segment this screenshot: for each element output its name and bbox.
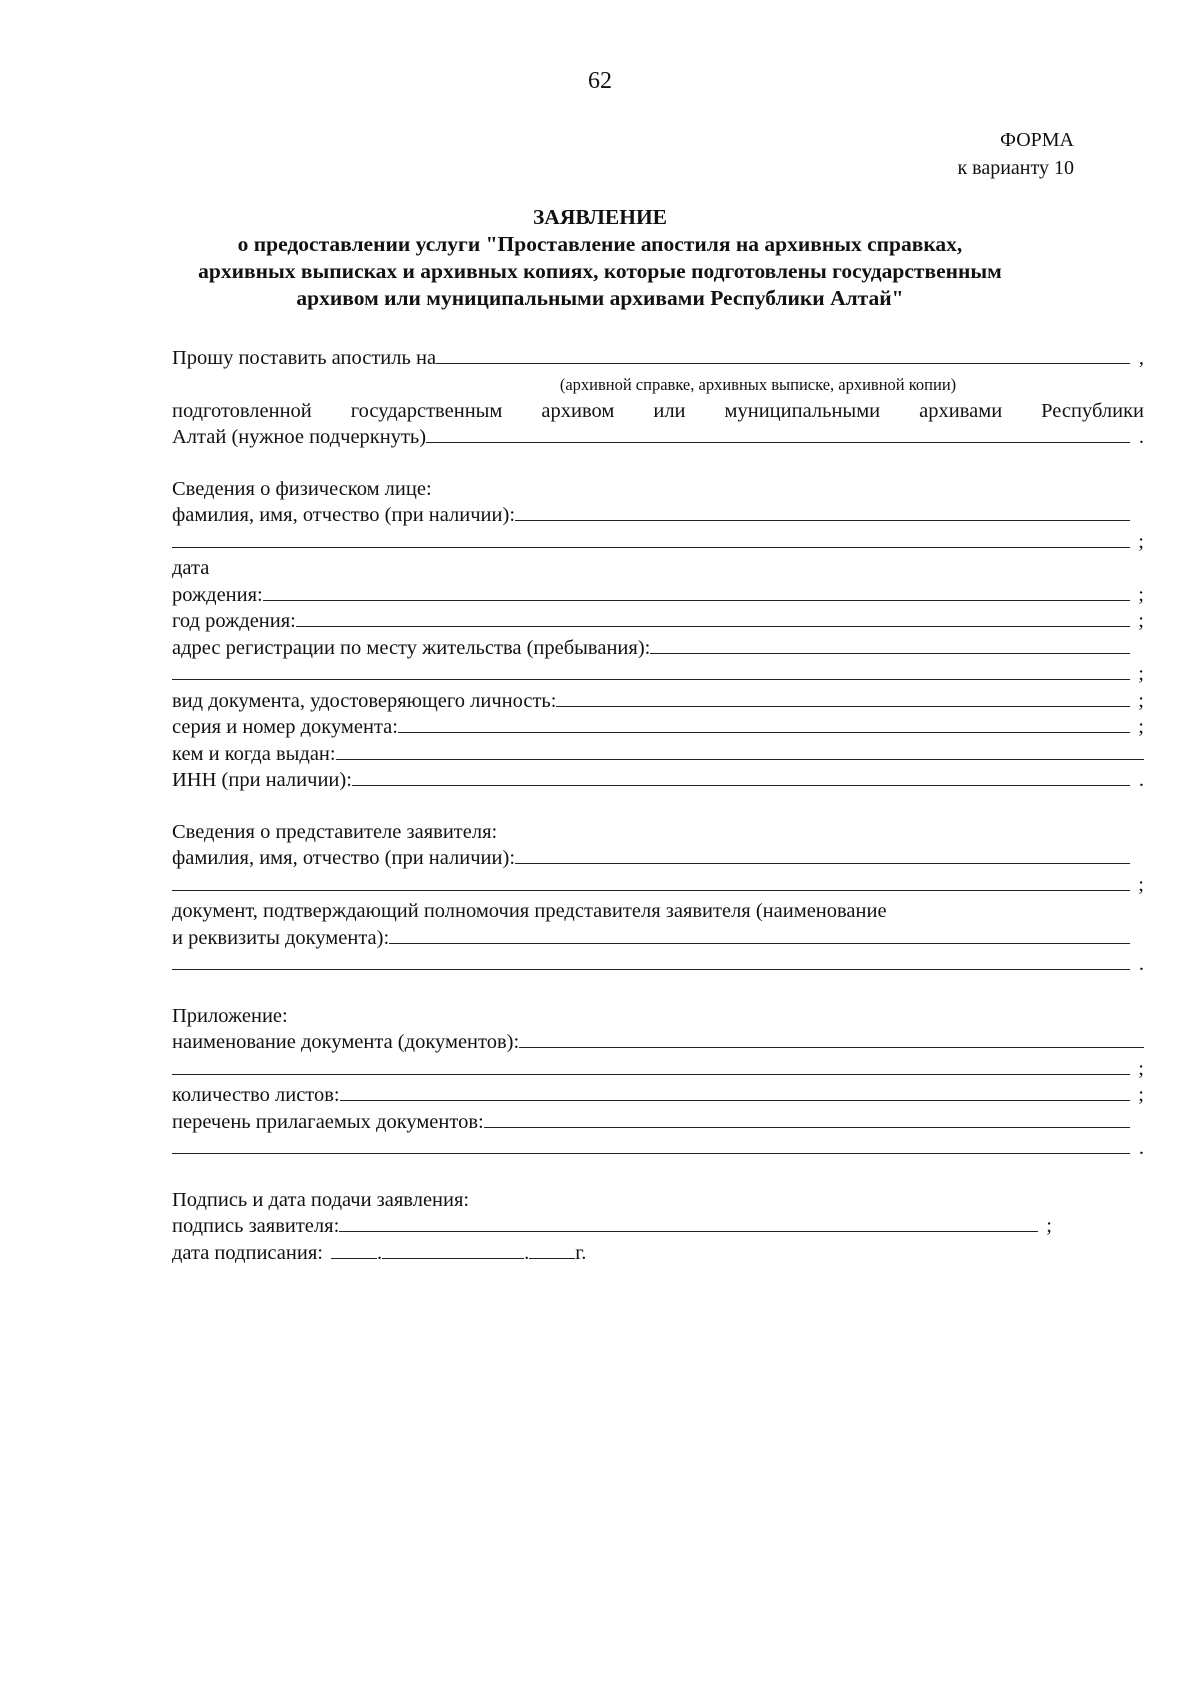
address-semicolon: ; — [1138, 663, 1144, 685]
applicant-fio-semicolon: ; — [1138, 530, 1144, 553]
signing-date-dot-2: . — [524, 1241, 530, 1264]
attachment-name-field[interactable] — [519, 1030, 1144, 1048]
variant-label: к варианту 10 — [957, 157, 1074, 179]
address-field[interactable] — [650, 636, 1130, 654]
sheets-row — [172, 1082, 1144, 1109]
inn-field[interactable] — [352, 768, 1130, 786]
signing-date-label: дата подписания: — [172, 1241, 323, 1264]
id-type-field[interactable] — [556, 689, 1130, 707]
request-label: Прошу поставить апостиль на — [172, 347, 437, 369]
birth-year-row — [172, 608, 1144, 635]
applicant-heading — [172, 476, 1144, 503]
attachment-name-semicolon: ; — [1138, 1057, 1144, 1080]
title-line-3: архивом или муниципальными архивами Республики Алтай" — [296, 286, 904, 310]
authority-doc-label-2: и реквизиты документа): — [172, 926, 390, 949]
title-line-2: архивных выписках и архивных копиях, которые подготовлены государственным — [198, 259, 1002, 283]
issued-label: кем и когда выдан: — [172, 742, 336, 765]
attachment-list-field[interactable] — [484, 1110, 1130, 1128]
signature-label: подпись заявителя: — [172, 1215, 340, 1237]
representative-fio-semicolon: ; — [1138, 873, 1144, 896]
birth-year-field[interactable] — [296, 609, 1130, 627]
form-label: ФОРМА — [1000, 129, 1074, 151]
request-underline-note: Алтай (нужное подчеркнуть) — [172, 426, 427, 448]
request-document-field[interactable] — [436, 346, 1130, 364]
sheets-label: количество листов: — [172, 1084, 340, 1106]
attachment-list-period: . — [1138, 1137, 1144, 1159]
signing-date-dot-1: . — [376, 1241, 383, 1264]
request-comma: , — [1138, 347, 1144, 369]
representative-fio-field[interactable] — [515, 846, 1130, 864]
year-suffix: г. — [575, 1241, 587, 1264]
attachment-list-row — [172, 1109, 1144, 1136]
authority-doc-period: . — [1138, 953, 1144, 975]
id-number-label: серия и номер документа: — [172, 716, 398, 738]
birth-date-label-1: дата — [172, 557, 210, 579]
issued-field[interactable] — [336, 742, 1144, 760]
authority-doc-label-row — [172, 898, 1144, 925]
signature-heading-text: Подпись и дата подачи заявления: — [172, 1188, 470, 1211]
signature-row — [172, 1213, 1052, 1240]
document-title — [100, 204, 1100, 312]
address-row-2 — [172, 661, 1144, 688]
request-row — [172, 345, 1144, 372]
id-type-row — [172, 688, 1144, 715]
request-period: . — [1138, 426, 1144, 448]
id-number-field[interactable] — [398, 715, 1130, 733]
representative-fio-row-2 — [172, 872, 1144, 899]
authority-doc-label-1: документ, подтверждающий полномочия представителя заявителя (наименование — [172, 900, 887, 922]
authority-doc-row-2 — [172, 951, 1144, 978]
title-line-1: о предоставлении услуги "Проставление апостиля на архивных справках, — [237, 232, 963, 256]
signature-field[interactable] — [339, 1214, 1038, 1232]
authority-doc-field-2[interactable] — [172, 952, 1130, 970]
attachment-heading-text: Приложение: — [172, 1004, 288, 1027]
representative-fio-label: фамилия, имя, отчество (при наличии): — [172, 847, 516, 869]
id-number-row — [172, 714, 1144, 741]
birth-date-label-row — [172, 555, 1144, 582]
signing-day-field[interactable] — [331, 1241, 377, 1259]
id-number-semicolon: ; — [1138, 716, 1144, 738]
applicant-fio-field-2[interactable] — [172, 530, 1130, 548]
address-label: адрес регистрации по месту жительства (пребывания): — [172, 636, 651, 659]
representative-heading-text: Сведения о представителе заявителя: — [172, 820, 498, 843]
authority-doc-row — [172, 925, 1144, 952]
sheets-field[interactable] — [340, 1083, 1130, 1101]
request-line-2: подготовленной государственным архивом или муниципальными архивами Республики — [172, 399, 1144, 422]
attachment-name-row-2 — [172, 1056, 1144, 1083]
title-heading: ЗАЯВЛЕНИЕ — [532, 205, 668, 229]
applicant-fio-field[interactable] — [515, 503, 1130, 521]
applicant-heading-text: Сведения о физическом лице: — [172, 477, 432, 500]
signing-year-field[interactable] — [529, 1241, 575, 1259]
attachment-name-row — [172, 1029, 1144, 1056]
id-type-label: вид документа, удостоверяющего личность: — [172, 689, 557, 712]
form-corner-label — [957, 126, 1074, 182]
signing-month-field[interactable] — [382, 1241, 524, 1259]
birth-year-label: год рождения: — [172, 610, 296, 632]
address-row — [172, 635, 1144, 662]
applicant-fio-row — [172, 502, 1144, 529]
signature-semicolon: ; — [1046, 1215, 1052, 1237]
inn-label: ИНН (при наличии): — [172, 769, 352, 791]
applicant-fio-row-2 — [172, 529, 1144, 556]
request-line-3 — [172, 424, 1144, 451]
attachment-heading — [172, 1003, 1144, 1030]
representative-fio-field-2[interactable] — [172, 873, 1130, 891]
attachment-name-label: наименование документа (документов): — [172, 1031, 520, 1053]
attachment-list-label: перечень прилагаемых документов: — [172, 1110, 484, 1133]
page-number: 62 — [588, 68, 612, 94]
archive-field[interactable] — [426, 425, 1130, 443]
attachment-list-row-2 — [172, 1135, 1144, 1162]
representative-fio-row — [172, 845, 1144, 872]
birth-year-semicolon: ; — [1138, 610, 1144, 632]
attachment-list-field-2[interactable] — [172, 1136, 1130, 1154]
signing-date-row — [172, 1240, 1144, 1267]
signature-heading — [172, 1187, 1144, 1214]
request-caption: (архивной справке, архивных выписке, архивной копии) — [559, 374, 957, 394]
issued-row — [172, 741, 1144, 768]
inn-period: . — [1138, 769, 1144, 791]
authority-doc-field[interactable] — [389, 926, 1130, 944]
birth-date-row — [172, 582, 1144, 609]
id-type-semicolon: ; — [1138, 689, 1144, 712]
birth-date-field[interactable] — [263, 583, 1130, 601]
birth-date-semicolon: ; — [1138, 583, 1144, 606]
representative-heading — [172, 819, 1144, 846]
form-body — [172, 345, 1144, 1266]
sheets-semicolon: ; — [1138, 1084, 1144, 1106]
inn-row — [172, 767, 1144, 794]
attachment-name-field-2[interactable] — [172, 1057, 1130, 1075]
address-field-2[interactable] — [172, 662, 1130, 680]
applicant-fio-label: фамилия, имя, отчество (при наличии): — [172, 504, 516, 526]
birth-date-label-2: рождения: — [172, 583, 263, 606]
